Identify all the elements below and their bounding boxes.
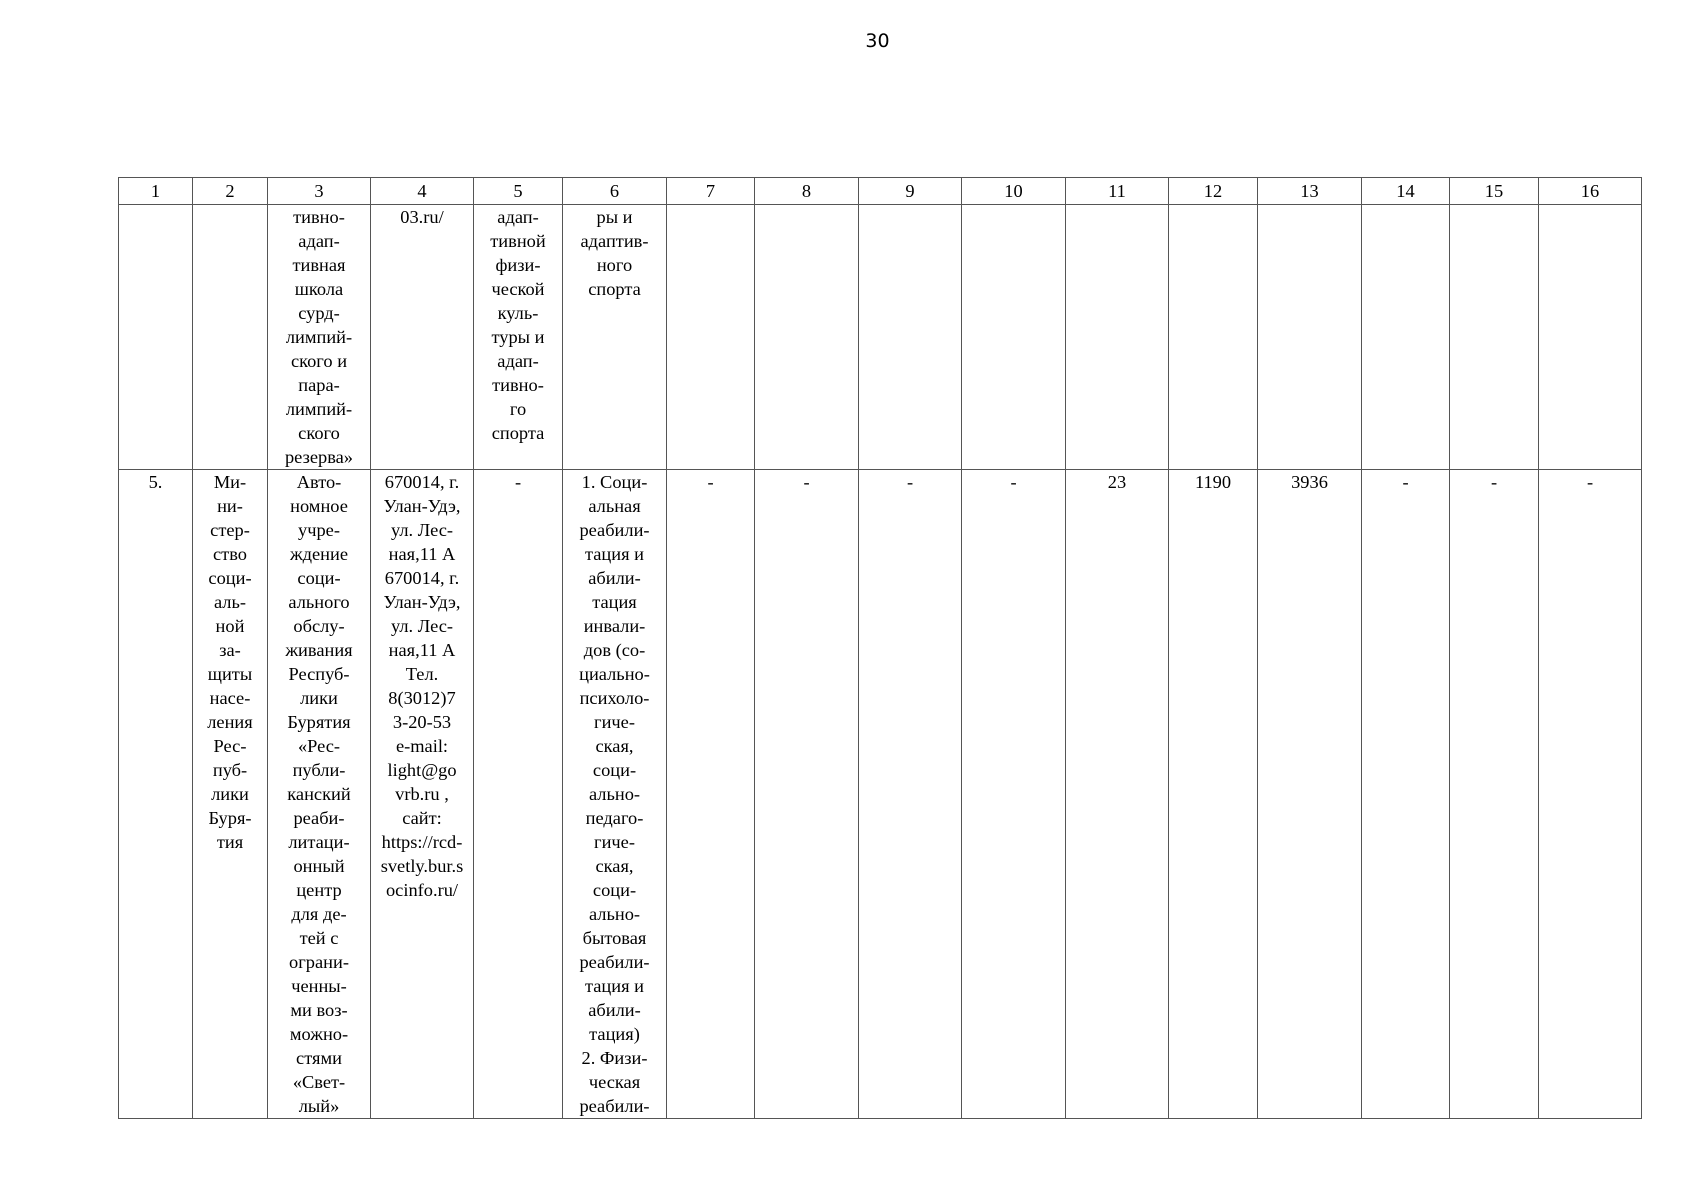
cell-line: аль- [213,592,246,612]
cell-line: ни- [217,496,243,516]
cell-line: тивной [490,231,546,251]
cell-line: тивно- [492,375,544,395]
cell-line: го [509,399,527,419]
cell-line: бытовая [582,928,647,948]
cell-line: ждение [289,544,349,564]
cell-line: абили- [588,1000,641,1020]
cell-line: онный [293,856,345,876]
table-cell [667,470,755,1119]
cell-line: Улан-Удэ, [383,592,461,612]
header-cell: 16 [1539,178,1642,205]
header-cell: 14 [1362,178,1450,205]
table-cell [193,470,268,1119]
cell-line: 1. Соци- [581,472,648,492]
cell-line: лый» [298,1096,340,1116]
header-cell: 13 [1258,178,1362,205]
cell-line: литаци- [288,832,350,852]
cell-line: - [1490,472,1498,492]
cell-line: учре- [298,520,340,540]
cell-line: сурд- [298,303,340,323]
table-cell [563,470,667,1119]
header-cell: 12 [1169,178,1258,205]
cell-line: канский [287,784,351,804]
cell-line: vrb.ru , [395,784,449,804]
table-row [119,470,1642,1119]
cell-line: «Рес- [297,736,341,756]
cell-line: живания [285,640,353,660]
cell-line: адаптив- [580,231,649,251]
cell-line: 3-20-53 [392,712,452,732]
cell-line: туры и [491,327,545,347]
cell-line: - [1402,472,1409,492]
table-cell [119,205,193,470]
cell-line: ми воз- [290,1000,348,1020]
cell-line: - [1010,472,1017,492]
header-cell: 9 [859,178,962,205]
header-cell: 5 [474,178,563,205]
header-cell: 3 [268,178,371,205]
table-cell [1450,470,1539,1119]
cell-line: лики [211,784,249,804]
table-cell [474,470,563,1119]
cell-line: реаби- [293,808,345,828]
cell-line: школа [294,279,344,299]
cell-line: публи- [292,760,346,780]
table-cell [1258,470,1362,1119]
cell-line: ул. Лес- [390,520,453,540]
cell-line: адап- [497,351,539,371]
cell-line: гиче- [594,832,635,852]
table-cell [1539,205,1642,470]
cell-line: ная,11 А [388,544,456,564]
cell-line: ограни- [289,952,349,972]
cell-line: ального [288,592,350,612]
cell-line: - [514,472,522,492]
cell-line: циально- [579,664,650,684]
table-cell [859,205,962,470]
cell-line: ры и [596,207,633,227]
header-cell: 4 [371,178,474,205]
cell-line: e-mail: [395,736,449,756]
cell-line: центр [296,880,342,900]
cell-line: соци- [592,760,637,780]
cell-line: Рес- [213,736,247,756]
cell-line: ческая [588,1072,641,1092]
cell-line: соци- [208,568,252,588]
table-cell [268,470,371,1119]
table-cell [962,470,1066,1119]
header-cell: 7 [667,178,755,205]
cell-line: спорта [491,423,545,443]
cell-line: Тел. [405,664,439,684]
cell-line: 1190 [1194,472,1232,492]
cell-line: ченны- [291,976,347,996]
cell-line: тация [592,592,637,612]
cell-line: соци- [592,880,637,900]
data-table [118,177,1642,1119]
cell-line: ная,11 А [388,640,456,660]
cell-line: Буря- [208,808,252,828]
cell-line: Улан-Удэ, [383,496,461,516]
cell-line: стями [296,1048,342,1068]
table-cell [859,470,962,1119]
cell-line: 23 [1107,472,1127,492]
header-cell: 15 [1450,178,1539,205]
cell-line: реабили- [579,1096,650,1116]
table-row [119,205,1642,470]
cell-line: спорта [588,279,641,299]
cell-line: обслу- [293,616,345,636]
cell-line: 5. [148,472,163,492]
cell-line: психоло- [579,688,650,708]
cell-line: абили- [588,568,641,588]
cell-line: щиты [207,664,253,684]
cell-line: ство [213,544,247,564]
table-cell [1066,470,1169,1119]
table-cell [1066,205,1169,470]
table-cell [1362,205,1450,470]
table-cell [1362,470,1450,1119]
cell-line: 670014, г. [384,568,460,588]
table-cell [667,205,755,470]
cell-line: сайт: [402,808,442,828]
cell-line: ская, [595,856,634,876]
table-cell [1258,205,1362,470]
cell-line: 8(3012)7 [388,688,456,708]
table-cell [268,205,371,470]
cell-line: Авто- [296,472,342,492]
cell-line: тивная [292,255,346,275]
cell-line: https://rcd- [381,832,463,852]
cell-line: тей с [299,928,339,948]
header-row [119,178,1642,205]
cell-line: тация) [589,1024,640,1044]
cell-line: «Свет- [292,1072,346,1092]
cell-line: альная [588,496,641,516]
cell-line: Ми- [213,472,247,492]
table-cell [1450,205,1539,470]
cell-line: можно- [289,1024,349,1044]
cell-line: svetly.bur.s [380,856,464,876]
cell-line: - [1586,472,1594,492]
cell-line: ского и [290,351,348,371]
table-cell [119,470,193,1119]
cell-line: адап- [298,231,340,251]
table-cell [474,205,563,470]
cell-line: тия [216,832,244,852]
table-cell [755,205,859,470]
cell-line: тация и [584,976,644,996]
cell-line: за- [219,640,241,660]
table-cell [962,205,1066,470]
cell-line: адап- [497,207,539,227]
cell-line: стер- [210,520,250,540]
table-cell [755,470,859,1119]
table-cell [193,205,268,470]
cell-line: - [707,472,714,492]
cell-line: ления [207,712,253,732]
header-cell: 10 [962,178,1066,205]
cell-line: ально- [588,904,641,924]
cell-line: реабили- [579,520,650,540]
cell-line: гиче- [594,712,635,732]
cell-line: ул. Лес- [390,616,453,636]
cell-line: педаго- [585,808,644,828]
cell-line: пуб- [212,760,248,780]
table-cell [371,205,474,470]
cell-line: ально- [588,784,641,804]
cell-line: ского [298,423,340,443]
table-cell [1169,470,1258,1119]
table-cell [1169,205,1258,470]
table-cell [1539,470,1642,1119]
cell-line: реабили- [579,952,650,972]
cell-line: light@go [387,760,457,780]
table-cell [371,470,474,1119]
cell-line: тация и [584,544,644,564]
cell-line: лимпий- [285,327,353,347]
cell-line: ного [596,255,633,275]
cell-line: дов (со- [583,640,646,660]
cell-line: насе- [209,688,251,708]
cell-line: Бурятия [287,712,351,732]
cell-line: 03.ru/ [400,207,444,227]
header-cell: 1 [119,178,193,205]
cell-line: номное [290,496,348,516]
cell-line: для де- [291,904,347,924]
table-cell [563,205,667,470]
cell-line: лики [300,688,338,708]
cell-line: 670014, г. [384,472,460,492]
cell-line: инвали- [583,616,646,636]
cell-line: физи- [495,255,541,275]
cell-line: ческой [491,279,545,299]
cell-line: лимпий- [285,399,353,419]
header-cell: 2 [193,178,268,205]
header-cell: 11 [1066,178,1169,205]
cell-line: - [803,472,810,492]
cell-line: ocinfo.ru/ [385,880,458,900]
cell-line: Респуб- [288,664,350,684]
header-cell: 8 [755,178,859,205]
cell-line: 3936 [1291,472,1328,492]
cell-line: тивно- [293,207,345,227]
cell-line: - [906,472,914,492]
cell-line: пара- [298,375,340,395]
cell-line: ной [215,616,245,636]
cell-line: соци- [297,568,341,588]
cell-line: резерва» [284,447,353,467]
page-number: 30 [865,30,890,52]
header-cell: 6 [563,178,667,205]
cell-line: куль- [497,303,539,323]
cell-line: 2. Физи- [581,1048,648,1068]
cell-line: ская, [595,736,634,756]
